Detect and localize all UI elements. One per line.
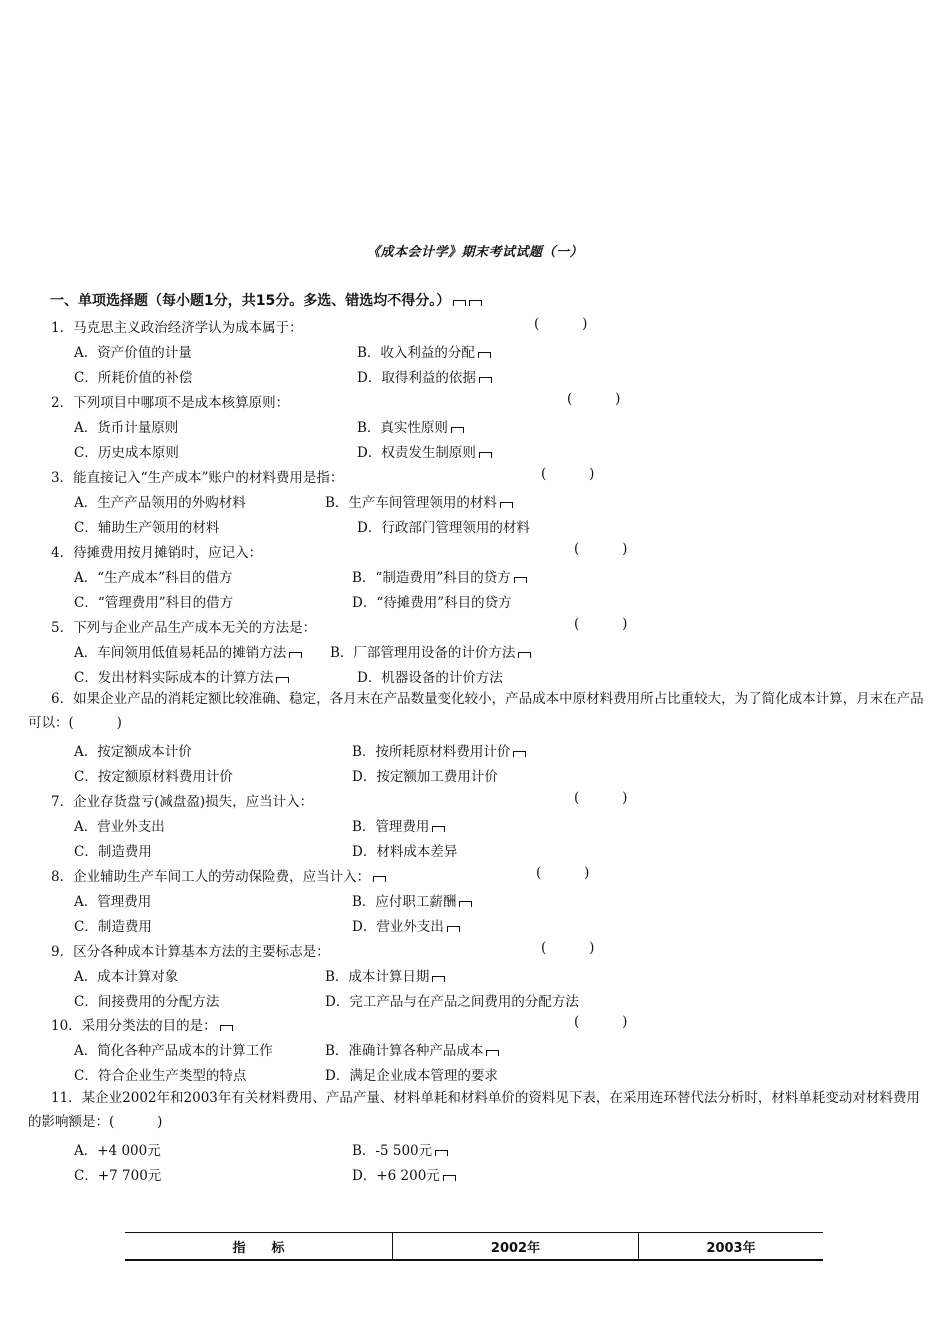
answer-blank: ( ) [567, 391, 621, 407]
exam-title: 《成本会计学》期末考试试题（一） [366, 245, 583, 260]
option-a: A．按定额成本计价 [74, 744, 192, 760]
option-c: C．发出材料实际成本的计算方法 [74, 666, 289, 686]
option-b: B．按所耗原材料费用计价 [352, 740, 526, 760]
edit-mark-icon [518, 652, 531, 658]
edit-mark-icon [486, 1050, 499, 1056]
edit-mark-icon [469, 300, 482, 306]
option-b: B．收入利益的分配 [357, 341, 491, 361]
option-b: B．成本计算日期 [325, 965, 445, 985]
option-a: A．生产产品领用的外购材料 [74, 495, 246, 511]
edit-mark-icon [513, 751, 526, 757]
option-d: D．营业外支出 [352, 915, 460, 935]
edit-mark-icon [432, 976, 445, 982]
option-b: B．“制造费用”科目的贷方 [352, 566, 527, 586]
option-b: B．-5 500元 [352, 1139, 448, 1159]
option-d: D．材料成本差异 [352, 844, 458, 860]
option-a: A．+4 000元 [74, 1143, 161, 1159]
data-table [125, 1232, 823, 1261]
section-heading: 一、单项选择题（每小题1分，共15分。多选、错选均不得分。） [50, 290, 482, 310]
edit-mark-icon [447, 926, 460, 932]
option-c: C．按定额原材料费用计价 [74, 769, 233, 785]
edit-mark-icon [514, 577, 527, 583]
option-a: A．管理费用 [74, 894, 152, 910]
option-b: B．管理费用 [352, 815, 445, 835]
answer-blank: ( ) [541, 466, 595, 482]
answer-blank: ( ) [574, 616, 628, 632]
option-c: C．符合企业生产类型的特点 [74, 1068, 247, 1084]
answer-blank: ( ) [574, 1014, 628, 1030]
edit-mark-icon [443, 1175, 456, 1181]
table-header: 2002年 [393, 1233, 639, 1261]
option-d: D．行政部门管理领用的材料 [357, 520, 530, 536]
option-c: C．+7 700元 [74, 1168, 162, 1184]
answer-blank: ( ) [109, 1114, 163, 1130]
question-10: 10．采用分类法的目的是： [51, 1014, 233, 1034]
answer-blank: ( ) [536, 865, 590, 881]
question-4: 4．待摊费用按月摊销时，应记入： [51, 545, 263, 561]
question-11: 11．某企业2002年和2003年有关材料费用、产品产量、材料单耗和材料单价的资料见下表，在采用连环替代法分析时，材料单耗变动对材料费用的影响额是：( ) [28, 1090, 920, 1130]
edit-mark-icon [289, 652, 302, 658]
edit-mark-icon [479, 377, 492, 383]
option-a: A．成本计算对象 [74, 969, 179, 985]
option-b: B．真实性原则 [357, 416, 464, 436]
option-c: C．“管理费用”科目的借方 [74, 595, 234, 611]
option-d: D．机器设备的计价方法 [357, 670, 503, 686]
edit-mark-icon [276, 677, 289, 683]
answer-blank: ( ) [534, 316, 588, 332]
option-d: D．取得利益的依据 [357, 366, 492, 386]
option-d: D．按定额加工费用计价 [352, 769, 498, 785]
option-d: D．“待摊费用”科目的贷方 [352, 595, 512, 611]
edit-mark-icon [432, 826, 445, 832]
edit-mark-icon [373, 876, 386, 882]
option-a: A．资产价值的计量 [74, 345, 192, 361]
option-d: D．满足企业成本管理的要求 [325, 1068, 498, 1084]
question-2: 2．下列项目中哪项不是成本核算原则： [51, 395, 290, 411]
question-7: 7．企业存货盘亏(减盘盈)损失，应当计入： [51, 794, 314, 810]
option-a: A．营业外支出 [74, 819, 165, 835]
option-c: C．制造费用 [74, 919, 152, 935]
answer-blank: ( ) [541, 940, 595, 956]
question-5: 5．下列与企业产品生产成本无关的方法是： [51, 620, 317, 636]
option-d: D．+6 200元 [352, 1164, 456, 1184]
option-a: A．“生产成本”科目的借方 [74, 570, 233, 586]
option-d: D．权责发生制原则 [357, 441, 492, 461]
edit-mark-icon [451, 427, 464, 433]
question-8: 8．企业辅助生产车间工人的劳动保险费，应当计入： [51, 865, 386, 885]
edit-mark-icon [459, 901, 472, 907]
question-1: 1．马克思主义政治经济学认为成本属于： [51, 320, 303, 336]
option-a: A．货币计量原则 [74, 420, 179, 436]
edit-mark-icon [479, 452, 492, 458]
edit-mark-icon [220, 1025, 233, 1031]
option-b: B．应付职工薪酬 [352, 890, 472, 910]
option-b: B．准确计算各种产品成本 [325, 1039, 499, 1059]
question-3: 3．能直接记入“生产成本”账户的材料费用是指： [51, 470, 344, 486]
answer-blank: ( ) [574, 541, 628, 557]
option-b: B．厂部管理用设备的计价方法 [330, 641, 531, 661]
answer-blank: ( ) [68, 715, 122, 731]
option-c: C．制造费用 [74, 844, 152, 860]
option-c: C．间接费用的分配方法 [74, 994, 220, 1010]
option-c: C．所耗价值的补偿 [74, 370, 193, 386]
option-c: C．历史成本原则 [74, 445, 179, 461]
edit-mark-icon [500, 502, 513, 508]
table-header: 2003年 [639, 1233, 824, 1261]
table-header: 指 标 [125, 1233, 393, 1261]
edit-mark-icon [478, 352, 491, 358]
option-b: B．生产车间管理领用的材料 [325, 491, 513, 511]
edit-mark-icon [453, 300, 466, 306]
answer-blank: ( ) [574, 790, 628, 806]
option-d: D．完工产品与在产品之间费用的分配方法 [325, 994, 579, 1010]
option-a: A．车间领用低值易耗品的摊销方法 [74, 641, 302, 661]
question-9: 9．区分各种成本计算基本方法的主要标志是： [51, 944, 330, 960]
option-a: A．简化各种产品成本的计算工作 [74, 1043, 273, 1059]
edit-mark-icon [435, 1150, 448, 1156]
option-c: C．辅助生产领用的材料 [74, 520, 220, 536]
table-header-row [125, 1233, 823, 1261]
question-6: 6．如果企业产品的消耗定额比较准确、稳定，各月末在产品数量变化较小，产品成本中原材料费用所占比重较大，为了简化成本计算，月末在产品可以：( ) [28, 691, 924, 731]
